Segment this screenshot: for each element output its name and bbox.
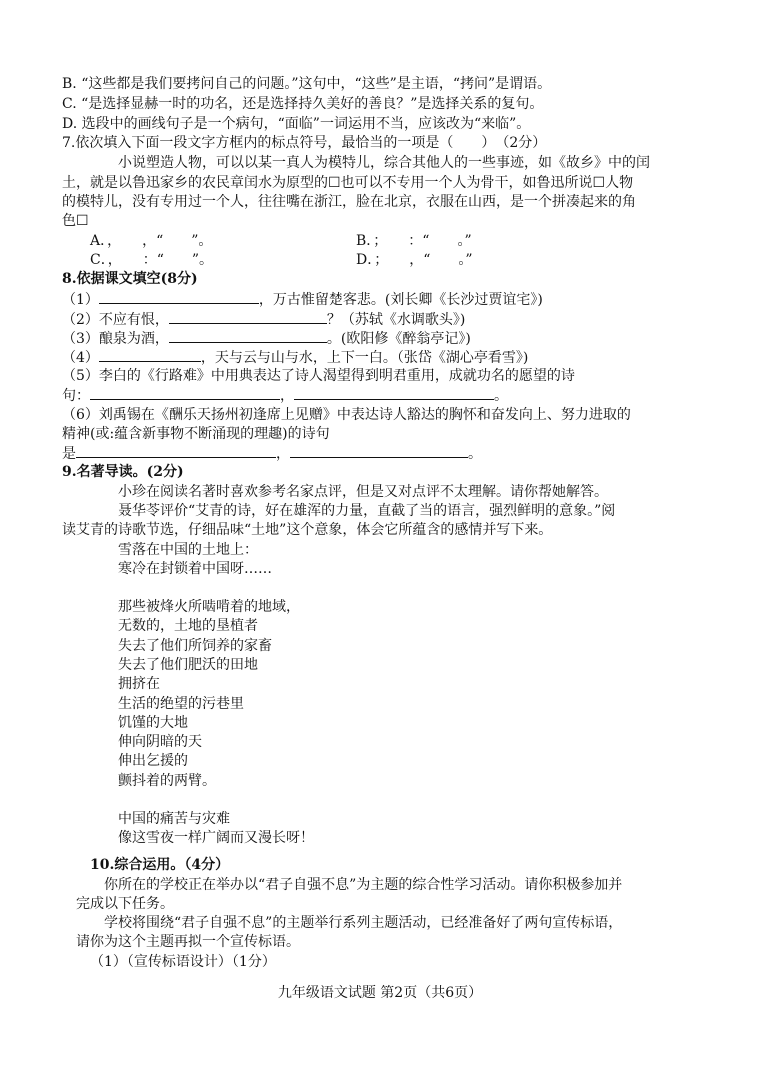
answer-blank[interactable] — [99, 348, 201, 362]
q10-paragraph-1b: 完成以下任务。 — [76, 896, 174, 912]
answer-blank[interactable] — [294, 386, 494, 400]
q9-title: 9.名著导读。(2分) — [62, 464, 184, 480]
q7-passage-line: 小说塑造人物，可以以某一真人为模特儿，综合其他人的一些事迹，如《故乡》中的闰 — [118, 155, 650, 171]
q7-option-c: C．， ：“ ”。 — [90, 252, 214, 268]
q10-sub-1: （1）（宣传标语设计）（1分） — [90, 954, 276, 970]
poem-line: 失去了他们所饲养的家畜 — [118, 638, 272, 654]
q9-paragraph-1: 小珍在阅读名著时喜欢参考名家点评，但是又对点评不太理解。请你帮她解答。 — [118, 484, 608, 500]
poem-line: 伸出乞援的 — [118, 753, 188, 769]
q8-item-6-line1: （6）刘禹锡在《酬乐天扬州初逢席上见赠》中表达诗人豁达的胸怀和奋发向上、努力进取的 — [62, 407, 631, 423]
q8-item-6-mid: ， — [276, 446, 290, 462]
q8-item-2-text: ？（苏轼《水调歌头》) — [326, 312, 466, 328]
q7-option-a: A．， ，“ ”。 — [90, 233, 213, 249]
q8-item-6-line2: 精神(或:蕴含新事物不断涌现的理趣)的诗句 — [62, 426, 330, 442]
q10-paragraph-2b: 请你为这个主题再拟一个宣传标语。 — [76, 934, 300, 950]
q10-title: 10.综合运用。（4分） — [90, 857, 230, 873]
poem-line: 饥馑的大地 — [118, 715, 188, 731]
poem-line: 生活的绝望的污巷里 — [118, 696, 244, 712]
q8-item-4-num: （4） — [62, 350, 99, 366]
q8-item-6-pre: 是 — [62, 446, 76, 462]
q8-item-2-num: （2）不应有恨， — [62, 312, 169, 328]
q8-item-4-text: ，天与云与山与水，上下一白。（张岱《湖心亭看雪》) — [200, 350, 529, 366]
page-footer: 九年级语文试题 第2页（共6页） — [277, 985, 483, 1001]
q6-option-c: C. “是选择显赫一时的功名，还是选择持久美好的善良？”是选择关系的复句。 — [62, 96, 544, 112]
q8-item-5-mid: ， — [280, 388, 294, 404]
q7-stem: 7.依次填入下面一段文字方框内的标点符号，最恰当的一项是（ ） （2分） — [62, 135, 547, 151]
q6-option-d: D. 选段中的画线句子是一个病句，“面临”一词运用不当，应该改为“来临”。 — [62, 116, 531, 132]
q8-item-3 — [62, 329, 471, 348]
poem-line: 拥挤在 — [118, 676, 160, 692]
q9-paragraph-2a: 聂华苓评价“艾青的诗，好在雄浑的力量，直截了当的语言，强烈鲜明的意象。”阅 — [118, 503, 616, 519]
answer-blank[interactable] — [90, 386, 280, 400]
q8-item-6-end: 。 — [468, 446, 482, 462]
q8-item-5-pre: 句： — [62, 388, 90, 404]
q8-item-5-line1: （5）李白的《行路难》中用典表达了诗人渴望得到明君重用，成就功名的愿望的诗 — [62, 368, 575, 384]
q10-paragraph-1a: 你所在的学校正在举办以“君子自强不息”为主题的综合性学习活动。请你积极参加并 — [104, 877, 623, 893]
q8-item-5-end: 。 — [494, 388, 508, 404]
answer-blank[interactable] — [76, 444, 276, 458]
q6-option-b: B. “这些都是我们要拷问自己的问题。”这句中，“这些”是主语，“拷问”是谓语。 — [62, 76, 552, 92]
answer-blank[interactable] — [169, 329, 327, 343]
q8-item-1-num: （1） — [62, 292, 99, 308]
q10-paragraph-2a: 学校将围绕“君子自强不息”的主题举行系列主题活动，已经准备好了两句宣传标语， — [104, 915, 623, 931]
poem-line: 无数的，土地的垦植者 — [118, 618, 258, 634]
poem-line: 寒冷在封锁着中国呀…… — [118, 561, 272, 577]
q8-item-1 — [62, 290, 543, 309]
poem-line: 颤抖着的两臂。 — [118, 773, 216, 789]
q7-passage-line: 色☐ — [62, 213, 89, 229]
q8-item-3-text: 。(欧阳修《醉翁亭记》) — [326, 331, 471, 347]
q9-paragraph-2b: 读艾青的诗歌节选，仔细品味“土地”这个意象，体会它所蕴含的感情并写下来。 — [62, 522, 553, 538]
poem-line: 雪落在中国的土地上： — [118, 542, 258, 558]
q7-passage-line: 土，就是以鲁迅家乡的农民章闰水为原型的☐也可以不专用一个人为骨干，如鲁迅所说☐人物 — [62, 175, 634, 191]
answer-blank[interactable] — [169, 310, 327, 324]
poem-line: 那些被烽火所啮啃着的地域， — [118, 599, 300, 615]
answer-blank[interactable] — [99, 290, 259, 304]
poem-line: 伸向阴暗的天 — [118, 734, 202, 750]
q8-item-2 — [62, 310, 465, 329]
q8-item-6-line3 — [62, 444, 482, 463]
q7-option-d: D．； ，“ 。” — [356, 252, 473, 268]
q8-item-4 — [62, 348, 528, 367]
q8-item-3-num: （3）酿泉为酒， — [62, 331, 169, 347]
q7-passage-line: 的模特儿，没有专用过一个人，往往嘴在浙江，脸在北京，衣服在山西，是一个拼凑起来的角 — [62, 194, 636, 210]
poem-line: 像这雪夜一样广阔而又漫长呀！ — [118, 830, 314, 846]
poem-line: 中国的痛苦与灾难 — [118, 811, 230, 827]
q8-item-1-text: ，万古惟留楚客悲。(刘长卿《长沙过贾谊宅》) — [258, 292, 543, 308]
q8-item-5-line2 — [62, 386, 508, 405]
answer-blank[interactable] — [290, 444, 468, 458]
q7-option-b: B．； ：“ 。” — [356, 233, 472, 249]
q8-title: 8.依据课文填空(8分) — [62, 271, 198, 287]
poem-line: 失去了他们肥沃的田地 — [118, 657, 258, 673]
